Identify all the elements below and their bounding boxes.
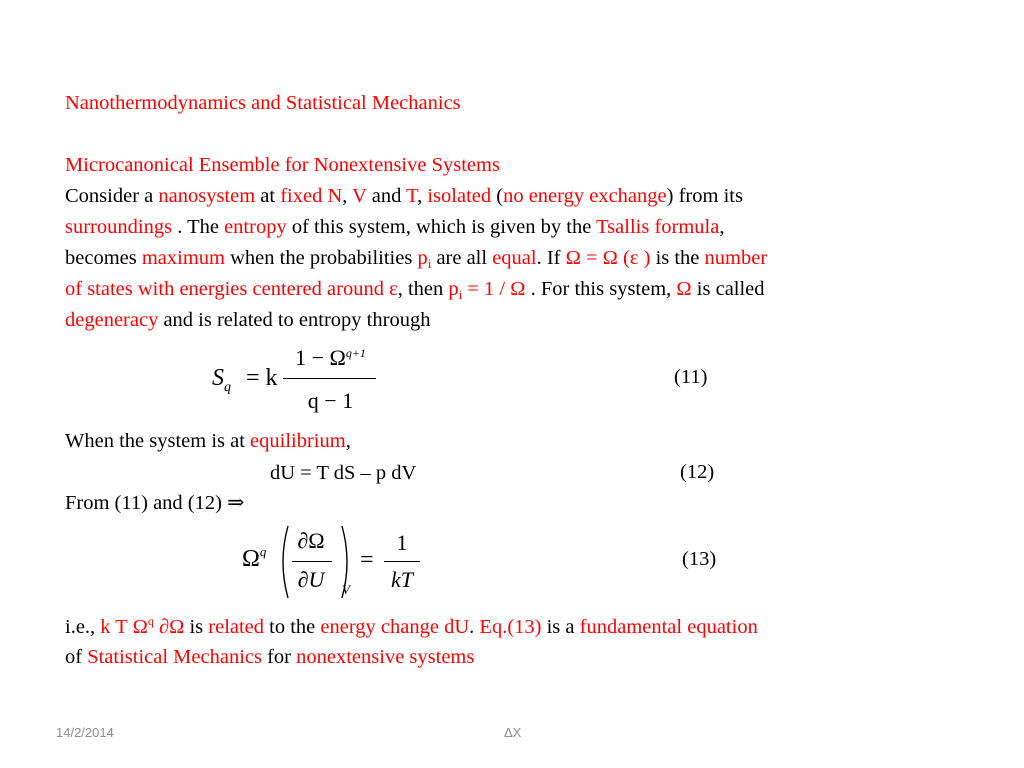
eq12-number: (12) [680,461,715,483]
paragraph-line-9: of Statistical Mechanics for nonextensive systems [65,646,475,668]
eq13-rhs-numerator: 1 [396,530,408,555]
eq13-rhs-fraction-bar [384,561,420,562]
eq13-denominator: ∂U [297,567,325,592]
paragraph-line-4: of states with energies centered around ε, then $p_i = 1 / \Omega$ . For this system, Ω is called [65,278,765,302]
eq11-lhs: $S_q$ [212,365,231,395]
paragraph-line-2: surroundings . The entropy of this system, which is given by the Tsallis formula, [65,216,725,238]
eq11-denominator: q − 1 [307,388,354,413]
eq13-numerator: ∂Ω [297,528,325,553]
slide-subtitle: Microcanonical Ensemble for Nonextensive Systems [65,154,500,176]
slide-title: Nanothermodynamics and Statistical Mechanics [65,92,461,114]
eq13-number: (13) [682,548,717,570]
footer-center-label: ΔX [504,725,522,740]
paragraph-line-8: i.e., k T $\Omega^q$ ∂Ω is related to the energy change dU. Eq.(13) is a fundamental equation [65,614,758,638]
eq11-fraction-bar [283,378,376,379]
footer-date: 14/2/2014 [56,725,114,740]
eq13-subscript-v: V [342,582,350,597]
paragraph-line-7: From (11) and (12) ⇒ [65,492,245,514]
eq11-equals-k: = k [246,365,278,391]
eq13-equals: = [360,547,374,573]
paragraph-line-1: Consider a nanosystem at fixed N, V and T, isolated (no energy exchange) from its [65,185,743,207]
paragraph-line-3: becomes maximum when the probabilities $p_i$ are all equal. If Ω = Ω (ε ) is the number [65,247,768,271]
paragraph-line-6: When the system is at equilibrium, [65,430,351,452]
eq13-omega: $\Omega^q$ [242,544,267,572]
eq11-number: (11) [674,366,708,388]
eq13-fraction-bar [292,561,332,562]
paragraph-line-5: degeneracy and is related to entropy through [65,309,431,331]
eq13-rhs-denominator: kT [391,567,413,592]
equation-12: dU = T dS – p dV [270,462,417,484]
eq11-numerator: $1 - \Omega^{q+1}$ [295,345,366,370]
